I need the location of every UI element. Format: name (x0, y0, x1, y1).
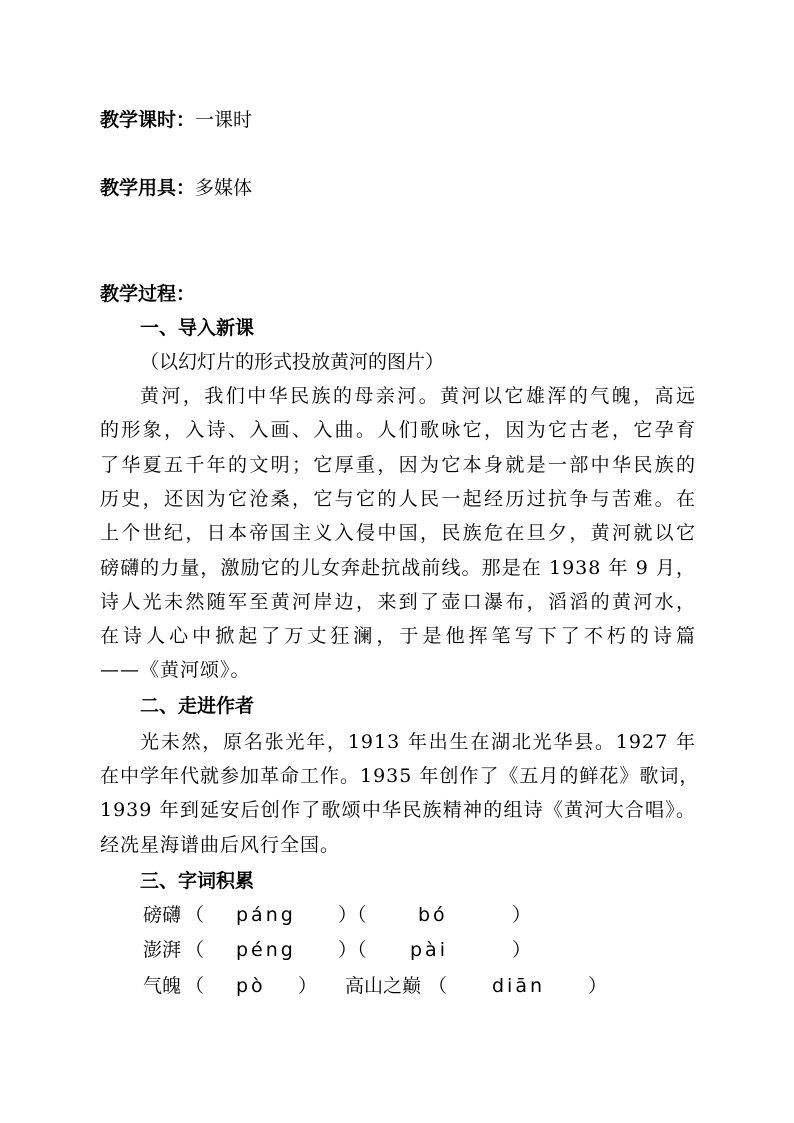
vocab-close-paren: ） (588, 975, 608, 997)
section1-line-4: 上个世纪，日本帝国主义入侵中国，民族危在旦夕，黄河就以它 (100, 522, 696, 544)
section3-heading: 三、字词积累 (140, 870, 255, 892)
vocab-open-paren: （ (185, 904, 205, 926)
vocab-pinyin: péng (236, 939, 296, 961)
section1-heading: 一、导入新课 (140, 317, 255, 339)
section1-line-6: 诗人光未然随军至黄河岸边，来到了壶口瀑布，滔滔的黄河水， (100, 591, 696, 613)
vocab-word: 高山之巅 (345, 975, 422, 997)
vocab-close-paren: ） (512, 939, 532, 961)
section2-line-3: 经冼星海谱曲后风行全国。 (100, 834, 341, 856)
section1-note: （以幻灯片的形式投放黄河的图片） (140, 351, 445, 373)
section1-line-8: ——《黄河颂》。 (100, 659, 251, 681)
vocab-pinyin: páng (236, 904, 296, 926)
vocab-pinyin: pò (236, 975, 266, 997)
teaching-tools-value: 多媒体 (195, 177, 253, 199)
teaching-hours-label: 教学课时： (100, 109, 196, 131)
section1-line-2: 了华夏五千年的文明；它厚重，因为它本身就是一部中华民族的 (100, 454, 696, 476)
teaching-process-heading: 教学过程： (100, 283, 196, 305)
vocab-pinyin: pài (410, 939, 448, 961)
section2-line-1: 在中学年代就参加革命工作。1935 年创作了《五月的鲜花》歌词， (100, 765, 700, 787)
section1-line-5: 磅礴的力量，激励它的儿女奔赴抗战前线。那是在 1938 年 9 月， (100, 557, 696, 579)
section1-line-7: 在诗人心中掀起了万丈狂澜，于是他挥笔写下了不朽的诗篇 (100, 625, 696, 647)
vocab-word: 气魄 (143, 975, 182, 997)
vocab-open-paren: （ (185, 975, 205, 997)
vocab-open-paren: （ (428, 975, 448, 997)
section1-line-0: 黄河，我们中华民族的母亲河。黄河以它雄浑的气魄，高远 (140, 385, 696, 407)
section1-line-3: 历史，还因为它沧桑，它与它的人民一起经历过抗争与苦难。在 (100, 488, 696, 510)
vocab-paren-pair: ）（ (338, 939, 367, 961)
teaching-hours-value: 一课时 (195, 109, 253, 131)
teaching-tools-label: 教学用具： (100, 177, 196, 199)
vocab-pinyin: bó (418, 904, 448, 926)
teaching-tools-line (100, 176, 252, 200)
section2-heading: 二、走进作者 (140, 695, 255, 717)
vocab-close-paren: ） (512, 904, 532, 926)
section1-line-1: 的形象，入诗、入画、入曲。人们歌咏它，因为它古老，它孕育 (100, 419, 696, 441)
vocab-word: 磅礴 (143, 904, 182, 926)
vocab-open-paren: （ (185, 939, 205, 961)
teaching-hours-line (100, 108, 252, 132)
vocab-word: 澎湃 (143, 939, 182, 961)
section2-line-2: 1939 年到延安后创作了歌颂中华民族精神的组诗《黄河大合唱》。 (100, 799, 696, 821)
vocab-close-paren: ） (298, 975, 318, 997)
vocab-paren-pair: ）（ (338, 904, 367, 926)
vocab-pinyin: diān (492, 975, 546, 997)
section2-line-0: 光未然，原名张光年，1913 年出生在湖北光华县。1927 年 (140, 731, 696, 753)
